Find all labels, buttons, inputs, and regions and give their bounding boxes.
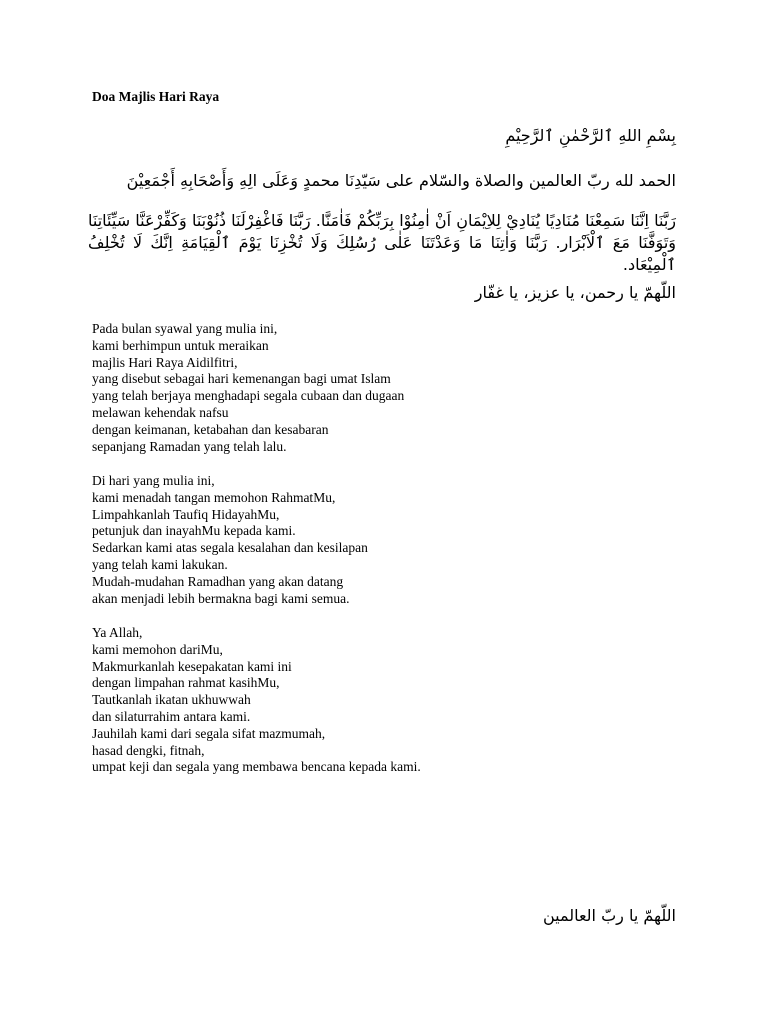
paragraph-line: dengan keimanan, ketabahan dan kesabaran (92, 421, 329, 437)
arabic-hamdalah: الحمد لله ربّ العالمين والصلاة والسّلام على سَيّدِنَا محمدٍ وَعَلَى الِهِ وَأَصْحَابِهِ أَجْمَعِيْنَ (126, 171, 676, 190)
paragraph-line: kami memohon dariMu, (92, 641, 223, 657)
arabic-closing: اللّهمّ يا ربّ العالمين (542, 906, 676, 925)
paragraph-line: yang disebut sebagai hari kemenangan bagi umat Islam (92, 371, 391, 387)
paragraph-line: Mudah-mudahan Ramadhan yang akan datang (92, 573, 344, 589)
paragraph-syawal (92, 321, 404, 455)
arabic-allahumma-names: اللّهمّ يا رحمن، يا عزيز، يا غفّار (474, 283, 676, 302)
paragraph-line: kami menadah tangan memohon RahmatMu, (92, 489, 336, 505)
paragraph-line: Tautkanlah ikatan ukhuwwah (92, 692, 251, 708)
paragraph-line: Di hari yang mulia ini, (92, 473, 215, 488)
paragraph-hari-mulia (92, 473, 368, 607)
document-title: Doa Majlis Hari Raya (92, 89, 220, 104)
paragraph-line: Ya Allah, (92, 625, 143, 640)
paragraph-line: Limpahkanlah Taufiq HidayahMu, (92, 506, 280, 522)
paragraph-line: Jauhilah kami dari segala sifat mazmumah, (92, 725, 326, 741)
paragraph-line: majlis Hari Raya Aidilfitri, (92, 354, 238, 370)
paragraph-line: kami berhimpun untuk meraikan (92, 337, 269, 353)
paragraph-line: yang telah berjaya menghadapi segala cubaan dan dugaan (92, 388, 405, 404)
paragraph-line: dan silaturrahim antara kami. (92, 708, 251, 724)
paragraph-line: Pada bulan syawal yang mulia ini, (92, 321, 278, 336)
paragraph-line: umpat keji dan segala yang membawa bencana kepada kami. (92, 759, 421, 775)
arabic-rabbana-prayer: رَبَّنَا اِنَّنَا سَمِعْنَا مُنَادِيًا يُنَادِيْ لِلاِيْمَانِ اَنْ اٰمِنُوْا بِرَبِّكُمْ فَاٰمَنَّا. رَبَّنَا فَاغْفِرْلَنَا ذُنُوْبَنَا وَكَفِّرْعَنَّا سَيِّئَاتِنَا وَتَوَفَّنَا مَعَ ٱلْاَبْرَار. رَبَّنَا وَاٰتِنَا مَا وَعَدْتَنَا عَلٰى رُسُلِكَ وَلَا تُخْزِنَا يَوْمَ ٱلْقِيَامَةِ اِنَّكَ لَا تُخْلِفُ ٱلْمِيْعَاد. (88, 211, 676, 274)
paragraph-line: dengan limpahan rahmat kasihMu, (92, 675, 280, 691)
paragraph-line: melawan kehendak nafsu (92, 404, 229, 420)
paragraph-line: hasad dengki, fitnah, (92, 742, 205, 758)
paragraph-line: Makmurkanlah kesepakatan kami ini (92, 658, 292, 674)
paragraph-line: yang telah kami lakukan. (92, 556, 228, 572)
paragraph-line: sepanjang Ramadan yang telah lalu. (92, 438, 287, 454)
paragraph-line: petunjuk dan inayahMu kepada kami. (92, 523, 296, 539)
paragraph-line: Sedarkan kami atas segala kesalahan dan kesilapan (92, 540, 368, 556)
paragraph-line: akan menjadi lebih bermakna bagi kami semua. (92, 590, 350, 606)
paragraph-ya-allah (92, 625, 421, 776)
arabic-basmalah: بِسْمِ اللهِ ٱلرَّحْمٰنِ ٱلرَّحِيْمِ (505, 126, 676, 145)
